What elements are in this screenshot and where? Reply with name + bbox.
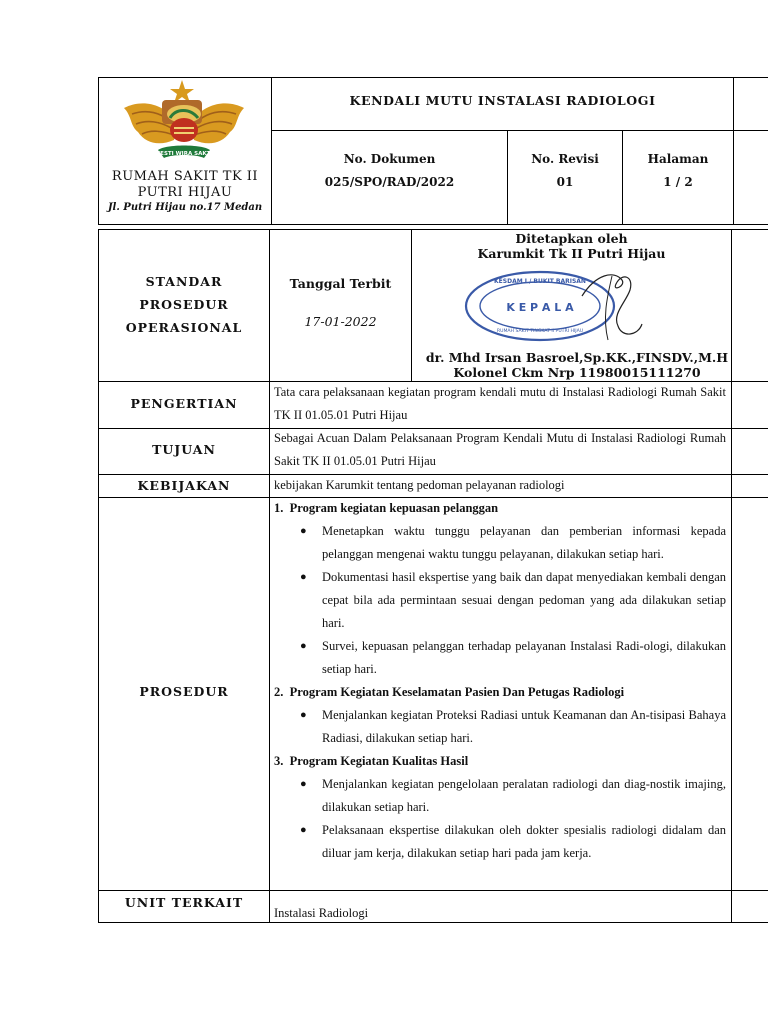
sop-label-line2: PROSEDUR [139, 297, 229, 312]
pengertian-text: Tata cara pelaksanaan kegiatan program kendali mutu di Instalasi Radiologi Rumah Sakit TK II 01.05.01 Putri Hijau [274, 385, 726, 422]
document-title: KENDALI MUTU INSTALASI RADIOLOGI [349, 93, 656, 108]
bullet-icon: ● [300, 640, 307, 652]
logo-banner-text: HESTI WIRA SAKTI [155, 151, 213, 157]
page-value: 1 / 2 [663, 175, 693, 189]
section-heading [274, 681, 726, 704]
section-number: 1. [274, 501, 284, 515]
page-label: Halaman [647, 152, 709, 166]
signature [582, 275, 642, 334]
bullet-icon: ● [300, 525, 307, 537]
page-cell [623, 148, 733, 194]
list-item-text: Menetapkan waktu tunggu pelayanan dan pemberian informasi kepada pelanggan mengenai waktu tunggu pelayanan, dilakukan setiap hari. [322, 524, 726, 561]
list-item [300, 566, 726, 635]
revision-label: No. Revisi [531, 152, 599, 166]
section-number: 2. [274, 685, 284, 699]
unit-label: UNIT TERKAIT [124, 895, 244, 910]
approval-line2: Karumkit Tk II Putri Hijau [477, 246, 666, 261]
doc-number-value: 025/SPO/RAD/2022 [324, 175, 455, 189]
official-stamp [462, 266, 652, 344]
doc-number-label: No. Dokumen [343, 152, 436, 166]
list-item-text: Menjalankan kegiatan pengelolaan peralatan radiologi dan diag-nostik imajing, dilakukan setiap hari. [322, 777, 726, 814]
list-item [300, 773, 726, 819]
signer [412, 350, 742, 380]
stamp-center-text: K E P A L A [506, 301, 574, 314]
issue-date-label: Tanggal Terbit [289, 276, 392, 291]
prosedur-section-1 [274, 497, 726, 681]
list-item [300, 520, 726, 566]
prosedur-label: PROSEDUR [139, 684, 229, 699]
tujuan-text: Sebagai Acuan Dalam Pelaksanaan Program Kendali Mutu di Instalasi Radiologi Rumah Sakit TK II 01.05.01 Putri Hijau [274, 431, 726, 468]
section-title: Program Kegiatan Kualitas Hasil [289, 754, 469, 768]
approval-line1: Ditetapkan oleh [515, 231, 628, 246]
hospital-logo [118, 78, 254, 170]
sop-label-line3: OPERASIONAL [125, 320, 243, 335]
stamp-bottom-text: RUMAH SAKIT TINGKAT II PUTRI HIJAU [496, 329, 584, 334]
doc-number-cell [272, 148, 507, 194]
unit-text: Instalasi Radiologi [274, 906, 369, 920]
list-item-text: Survei, kepuasan pelanggan terhadap pelayanan Instalasi Radi-ologi, dilakukan setiap hari. [322, 639, 726, 676]
hospital-name-line1: RUMAH SAKIT TK II [111, 169, 259, 184]
prosedur-content [274, 497, 726, 865]
kebijakan-label: KEBIJAKAN [137, 478, 231, 493]
kebijakan-text: kebijakan Karumkit tentang pedoman pelayanan radiologi [274, 478, 565, 492]
list-item [300, 819, 726, 865]
tujuan-label: TUJUAN [152, 442, 216, 457]
hospital-address: Jl. Putri Hijau no.17 Medan [107, 202, 263, 213]
prosedur-section-3 [274, 750, 726, 865]
list-item [300, 704, 726, 750]
prosedur-section-2 [274, 681, 726, 750]
section-heading [274, 497, 726, 520]
signer-name: dr. Mhd Irsan Basroel,Sp.KK.,FINSDV.,M.H [425, 350, 729, 365]
list-item [300, 635, 726, 681]
bullet-icon: ● [300, 778, 307, 790]
stamp-top-text: KESDAM I / BUKIT BARISAN [494, 278, 586, 285]
revision-cell [508, 148, 622, 194]
section-number: 3. [274, 754, 284, 768]
hospital-name-line2: PUTRI HIJAU [137, 185, 233, 200]
pengertian-label: PENGERTIAN [130, 396, 238, 411]
section-title: Program Kegiatan Keselamatan Pasien Dan Petugas Radiologi [289, 685, 625, 699]
bullet-icon: ● [300, 824, 307, 836]
approval [412, 231, 731, 261]
list-item-text: Dokumentasi hasil ekspertise yang baik dan dapat menyediakan kembali dengan cepat bila ada permintaan sesuai dengan pedoman yang ada dilakukan setiap hari. [322, 570, 726, 630]
signer-rank: Kolonel Ckm Nrp 11980015111270 [453, 365, 701, 380]
list-item-text: Pelaksanaan ekspertise dilakukan oleh dokter spesialis radiologi didalam dan diluar jam kerja, dilakukan setiap hari pada jam kerja. [322, 823, 726, 860]
list-item-text: Menjalankan kegiatan Proteksi Radiasi untuk Keamanan dan An-tisipasi Bahaya Radiasi, dilakukan setiap hari. [322, 708, 726, 745]
star-icon [170, 80, 194, 103]
bullet-icon: ● [300, 709, 307, 721]
hospital-name [100, 169, 270, 215]
section-heading [274, 750, 726, 773]
sop-label [99, 270, 269, 339]
bullet-icon: ● [300, 571, 307, 583]
revision-value: 01 [556, 175, 574, 189]
issue-date-value: 17-01-2022 [304, 314, 377, 329]
section-title: Program kegiatan kepuasan pelanggan [289, 501, 499, 515]
sop-label-line1: STANDAR [145, 274, 223, 289]
